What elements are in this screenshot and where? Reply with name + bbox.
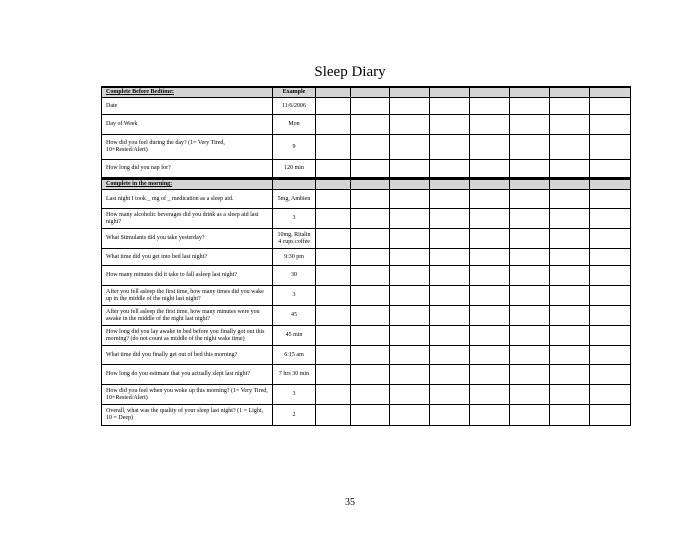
entry-cell[interactable] <box>470 286 510 306</box>
entry-cell[interactable] <box>390 385 430 405</box>
entry-cell[interactable] <box>510 266 550 286</box>
page-number: 35 <box>345 497 355 508</box>
section-header-row <box>102 87 631 98</box>
entry-cell[interactable] <box>510 209 550 229</box>
entry-cell[interactable] <box>550 209 590 229</box>
example-cell: 5mg, Ambien <box>273 190 316 209</box>
entry-cell[interactable] <box>390 346 430 365</box>
entry-cell[interactable] <box>470 98 510 115</box>
table-row <box>102 229 631 249</box>
example-cell: 7 hrs 30 min <box>273 365 316 385</box>
entry-cell[interactable] <box>390 326 430 346</box>
question-cell: Date <box>102 98 273 115</box>
example-cell: 9 <box>273 135 316 160</box>
entry-cell[interactable] <box>351 209 390 229</box>
entry-cell[interactable] <box>316 135 351 160</box>
entry-cell[interactable] <box>550 286 590 306</box>
entry-cell[interactable] <box>470 115 510 135</box>
entry-cell[interactable] <box>550 115 590 135</box>
entry-cell[interactable] <box>351 229 390 249</box>
entry-cell[interactable] <box>430 365 470 385</box>
entry-cell[interactable] <box>470 190 510 209</box>
entry-cell[interactable] <box>470 209 510 229</box>
entry-cell[interactable] <box>550 135 590 160</box>
entry-cell[interactable] <box>590 286 631 306</box>
entry-cell[interactable] <box>390 135 430 160</box>
entry-cell[interactable] <box>590 405 631 426</box>
entry-cell[interactable] <box>590 87 631 98</box>
example-cell: 120 min <box>273 160 316 179</box>
question-cell: After you fell asleep the first time, how many minutes were you awake in the middle of the night last night? <box>102 306 273 326</box>
entry-cell[interactable] <box>510 179 550 190</box>
table-row <box>102 385 631 405</box>
question-cell: How long did you lay awake in bed before you finally got out this morning? (do not count as middle of the night wake time) <box>102 326 273 346</box>
entry-cell[interactable] <box>590 179 631 190</box>
entry-cell[interactable] <box>351 249 390 266</box>
entry-cell[interactable] <box>430 249 470 266</box>
entry-cell[interactable] <box>590 346 631 365</box>
entry-cell[interactable] <box>430 385 470 405</box>
question-cell: After you fell asleep the first time, how many times did you wake up in the middle of the night last night? <box>102 286 273 306</box>
question-cell: How long did you nap for? <box>102 160 273 179</box>
table-row <box>102 365 631 385</box>
entry-cell[interactable] <box>470 229 510 249</box>
entry-cell[interactable] <box>590 135 631 160</box>
entry-cell[interactable] <box>550 266 590 286</box>
entry-cell[interactable] <box>351 135 390 160</box>
question-cell: What Stimulants did you take yesterday? <box>102 229 273 249</box>
entry-cell[interactable] <box>430 326 470 346</box>
entry-cell[interactable] <box>390 160 430 179</box>
entry-cell[interactable] <box>390 87 430 98</box>
entry-cell[interactable] <box>351 306 390 326</box>
example-cell: 9:30 pm <box>273 249 316 266</box>
entry-cell[interactable] <box>550 229 590 249</box>
entry-cell[interactable] <box>316 229 351 249</box>
example-cell: 6:15 am <box>273 346 316 365</box>
entry-cell[interactable] <box>316 209 351 229</box>
entry-cell[interactable] <box>430 286 470 306</box>
example-cell: Example <box>273 87 316 98</box>
table-row <box>102 306 631 326</box>
entry-cell[interactable] <box>510 326 550 346</box>
entry-cell[interactable] <box>430 266 470 286</box>
section-label: Complete in the morning: <box>102 179 273 190</box>
entry-cell[interactable] <box>470 135 510 160</box>
entry-cell[interactable] <box>510 190 550 209</box>
entry-cell[interactable] <box>590 365 631 385</box>
entry-cell[interactable] <box>550 87 590 98</box>
question-cell: How long do you estimate that you actually slept last night? <box>102 365 273 385</box>
table-row <box>102 405 631 426</box>
entry-cell[interactable] <box>590 160 631 179</box>
entry-cell[interactable] <box>470 87 510 98</box>
table-row <box>102 135 631 160</box>
example-cell: 3 <box>273 209 316 229</box>
entry-cell[interactable] <box>390 405 430 426</box>
entry-cell[interactable] <box>470 346 510 365</box>
entry-cell[interactable] <box>470 326 510 346</box>
entry-cell[interactable] <box>351 115 390 135</box>
entry-cell[interactable] <box>351 326 390 346</box>
entry-cell[interactable] <box>390 249 430 266</box>
entry-cell[interactable] <box>351 385 390 405</box>
entry-cell[interactable] <box>351 160 390 179</box>
entry-cell[interactable] <box>316 179 351 190</box>
entry-cell[interactable] <box>550 365 590 385</box>
entry-cell[interactable] <box>510 249 550 266</box>
entry-cell[interactable] <box>390 266 430 286</box>
entry-cell[interactable] <box>470 385 510 405</box>
entry-cell[interactable] <box>590 229 631 249</box>
entry-cell[interactable] <box>510 365 550 385</box>
table-row <box>102 266 631 286</box>
entry-cell[interactable] <box>316 365 351 385</box>
table-row <box>102 190 631 209</box>
entry-cell[interactable] <box>550 326 590 346</box>
entry-cell[interactable] <box>430 135 470 160</box>
table-row <box>102 115 631 135</box>
entry-cell[interactable] <box>316 115 351 135</box>
example-cell: Mon <box>273 115 316 135</box>
entry-cell[interactable] <box>430 209 470 229</box>
entry-cell[interactable] <box>390 209 430 229</box>
entry-cell[interactable] <box>430 346 470 365</box>
entry-cell[interactable] <box>590 326 631 346</box>
example-cell: 45 min <box>273 326 316 346</box>
entry-cell[interactable] <box>390 286 430 306</box>
entry-cell[interactable] <box>390 229 430 249</box>
entry-cell[interactable] <box>510 286 550 306</box>
entry-cell[interactable] <box>316 266 351 286</box>
table-row <box>102 286 631 306</box>
entry-cell[interactable] <box>351 190 390 209</box>
entry-cell[interactable] <box>390 306 430 326</box>
entry-cell[interactable] <box>550 249 590 266</box>
entry-cell[interactable] <box>510 115 550 135</box>
entry-cell[interactable] <box>550 160 590 179</box>
example-cell: 11/6/2006 <box>273 98 316 115</box>
entry-cell[interactable] <box>316 346 351 365</box>
entry-cell[interactable] <box>430 405 470 426</box>
entry-cell[interactable] <box>590 385 631 405</box>
entry-cell[interactable] <box>510 87 550 98</box>
page-title: Sleep Diary <box>314 64 386 80</box>
entry-cell[interactable] <box>316 98 351 115</box>
example-cell: 3 <box>273 385 316 405</box>
entry-cell[interactable] <box>430 87 470 98</box>
section-header-row <box>102 179 631 190</box>
entry-cell[interactable] <box>390 115 430 135</box>
table-row <box>102 98 631 115</box>
entry-cell[interactable] <box>430 190 470 209</box>
example-cell: 45 <box>273 306 316 326</box>
entry-cell[interactable] <box>510 405 550 426</box>
entry-cell[interactable] <box>550 385 590 405</box>
question-cell: What time did you finally get out of bed this morning? <box>102 346 273 365</box>
entry-cell[interactable] <box>390 98 430 115</box>
question-cell: What time did you get into bed last night? <box>102 249 273 266</box>
entry-cell[interactable] <box>590 249 631 266</box>
question-cell: Day of Week <box>102 115 273 135</box>
entry-cell[interactable] <box>590 115 631 135</box>
entry-cell[interactable] <box>550 179 590 190</box>
entry-cell[interactable] <box>316 286 351 306</box>
entry-cell[interactable] <box>510 160 550 179</box>
entry-cell[interactable] <box>470 365 510 385</box>
table-row <box>102 249 631 266</box>
sleep-diary-table <box>101 86 631 426</box>
entry-cell[interactable] <box>510 306 550 326</box>
entry-cell[interactable] <box>351 266 390 286</box>
example-cell: 30 <box>273 266 316 286</box>
entry-cell[interactable] <box>316 87 351 98</box>
entry-cell[interactable] <box>470 306 510 326</box>
entry-cell[interactable] <box>510 385 550 405</box>
entry-cell[interactable] <box>550 98 590 115</box>
entry-cell[interactable] <box>430 229 470 249</box>
entry-cell[interactable] <box>510 346 550 365</box>
entry-cell[interactable] <box>470 266 510 286</box>
entry-cell[interactable] <box>316 306 351 326</box>
section-label: Complete Before Bedtime: <box>102 87 273 98</box>
question-cell: How did you feel when you woke up this morning? (1= Very Tired, 10=Rested/Alert) <box>102 385 273 405</box>
example-cell <box>273 179 316 190</box>
entry-cell[interactable] <box>510 135 550 160</box>
example-cell: 3 <box>273 286 316 306</box>
entry-cell[interactable] <box>550 306 590 326</box>
entry-cell[interactable] <box>590 209 631 229</box>
entry-cell[interactable] <box>550 405 590 426</box>
table-row <box>102 209 631 229</box>
entry-cell[interactable] <box>470 405 510 426</box>
entry-cell[interactable] <box>430 179 470 190</box>
entry-cell[interactable] <box>550 346 590 365</box>
entry-cell[interactable] <box>316 405 351 426</box>
entry-cell[interactable] <box>430 98 470 115</box>
entry-cell[interactable] <box>590 98 631 115</box>
entry-cell[interactable] <box>510 98 550 115</box>
entry-cell[interactable] <box>351 87 390 98</box>
entry-cell[interactable] <box>390 365 430 385</box>
entry-cell[interactable] <box>316 385 351 405</box>
entry-cell[interactable] <box>390 190 430 209</box>
entry-cell[interactable] <box>351 179 390 190</box>
entry-cell[interactable] <box>351 286 390 306</box>
entry-cell[interactable] <box>590 190 631 209</box>
entry-cell[interactable] <box>316 160 351 179</box>
entry-cell[interactable] <box>550 190 590 209</box>
entry-cell[interactable] <box>470 160 510 179</box>
entry-cell[interactable] <box>590 266 631 286</box>
table-row <box>102 326 631 346</box>
entry-cell[interactable] <box>430 115 470 135</box>
example-cell: 2 <box>273 405 316 426</box>
question-cell: Last night I took _ mg of _ medication as a sleep aid. <box>102 190 273 209</box>
entry-cell[interactable] <box>470 249 510 266</box>
question-cell: How many alcoholic beverages did you drink as a sleep aid last night? <box>102 209 273 229</box>
entry-cell[interactable] <box>390 179 430 190</box>
entry-cell[interactable] <box>351 405 390 426</box>
example-cell: 10mg, Ritalin 4 cups coffee <box>273 229 316 249</box>
entry-cell[interactable] <box>351 346 390 365</box>
question-cell: Overall, what was the quality of your sleep last night? (1 = Light, 10 = Deep) <box>102 405 273 426</box>
entry-cell[interactable] <box>430 160 470 179</box>
table-row <box>102 346 631 365</box>
entry-cell[interactable] <box>316 326 351 346</box>
entry-cell[interactable] <box>316 249 351 266</box>
question-cell: How many minutes did it take to fall asleep last night? <box>102 266 273 286</box>
question-cell: How did you feel during the day? (1= Very Tired, 10=Rested/Alert) <box>102 135 273 160</box>
entry-cell[interactable] <box>470 179 510 190</box>
entry-cell[interactable] <box>351 98 390 115</box>
entry-cell[interactable] <box>590 306 631 326</box>
table-row <box>102 160 631 179</box>
entry-cell[interactable] <box>430 306 470 326</box>
entry-cell[interactable] <box>510 229 550 249</box>
entry-cell[interactable] <box>316 190 351 209</box>
entry-cell[interactable] <box>351 365 390 385</box>
